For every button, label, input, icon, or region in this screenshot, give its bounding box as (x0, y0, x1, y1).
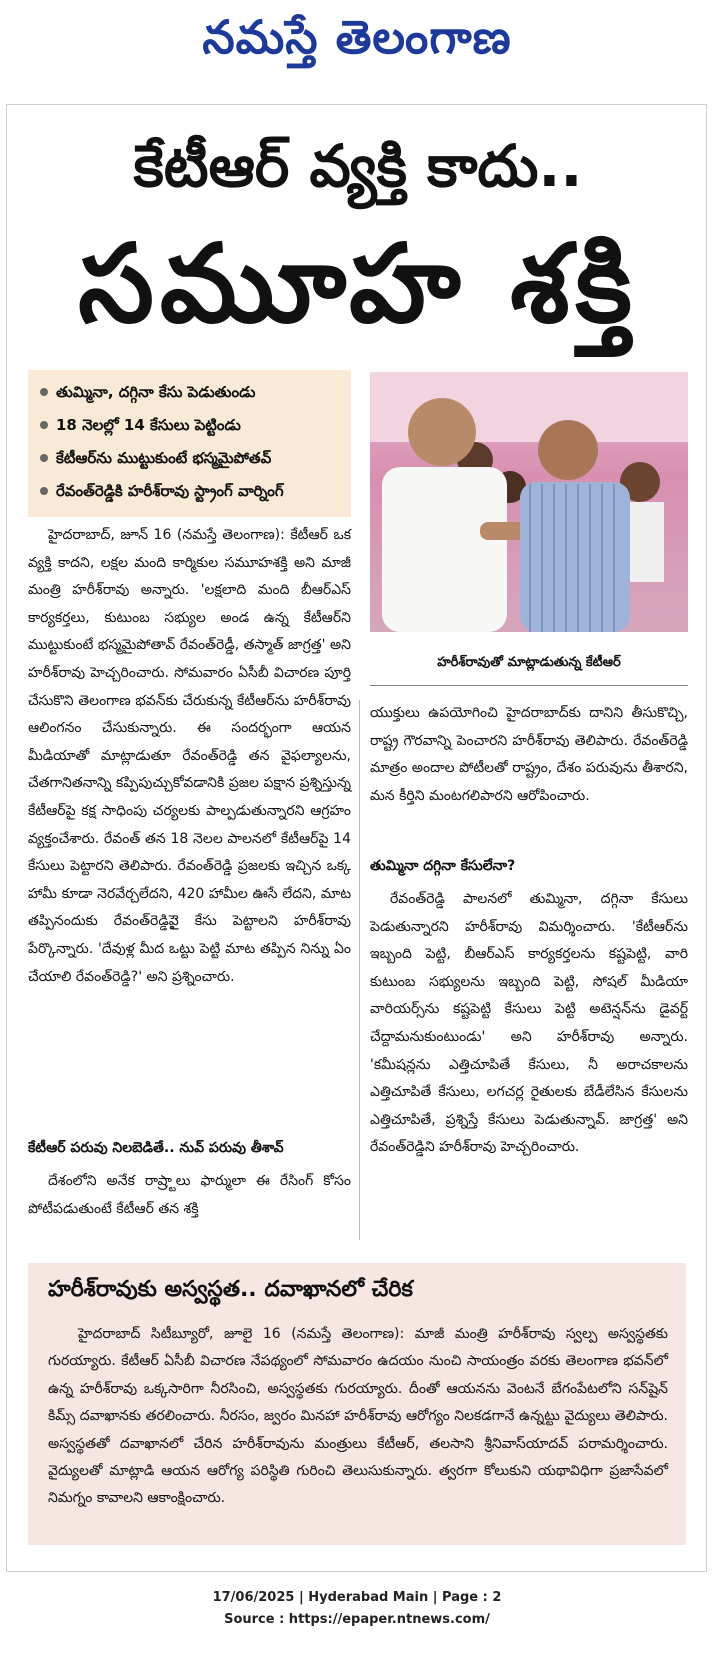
sidebar-box (28, 1263, 686, 1545)
left-paragraph-2: దేశంలోని అనేక రాష్ర్టాలు ఫార్ములా ఈ రేసింగ్ కోసం పోటీపడుతుంటే కేటీఆర్ తన శక్తి (28, 1173, 351, 1217)
bullet-list (28, 370, 351, 517)
bullet-item: తుమ్మినా, దగ్గినా కేసు పెడుతుండు (36, 376, 343, 409)
bullet-item: రేవంత్‌రెడ్డికి హరీశ్‌రావు స్ట్రాంగ్ వార్నింగ్ (36, 475, 343, 508)
footer-source: Source : https://epaper.ntnews.com/ (224, 1612, 490, 1627)
news-photo (370, 372, 688, 632)
bullet-item: 18 నెలల్లో 14 కేసులు పెట్టిండు (36, 409, 343, 442)
left-paragraph-1: హైదరాబాద్, జూన్ 16 (నమస్తే తెలంగాణ): కేటీఆర్ ఒక వ్యక్తి కాదని, లక్షల మంది కార్మికుల సమూహశక్తి అని మాజీ మంత్రి హరీశ్‌రావు అన్నారు. 'లక్షలాది మంది బీఆర్‌ఎస్ కార్యకర్తలు, కుటుంబ సభ్యుల అండ ఉన్న కేటీఆర్‌ని ముట్టుకుంటే భస్మమైపోతావ్ రేవంత్‌రెడ్డీ, తస్మాత్ జాగ్రత్త' అని హరీశ్‌రావు హెచ్చరించారు. సోమవారం ఏసీబీ విచారణ పూర్తి చేసుకొని తెలంగాణ భవన్‌కు చేరుకున్న కేటీఆర్‌ను హరీశ్‌రావు ఆలింగనం చేసుకున్నారు. ఈ సందర్భంగా ఆయన మీడియాతో మాట్లాడుతూ రేవంత్‌రెడ్డి తన వైఫల్యాలను, చేతగానితనాన్ని కప్పిపుచ్చుకోవడానికి ప్రజల పక్షాన ప్రశ్నిస్తున్న కేటీఆర్‌పై కక్ష సాధింపు చర్యలకు పాల్పడుతున్నారని ఆగ్రహం వ్యక్తంచేశారు. రేవంత్ తన 18 నెలల పాలనలో కేటీఆర్‌పై 14 కేసులు పెట్టారని తెలిపారు. రేవంత్‌రెడ్డి ప్రజలకు ఇచ్చిన ఒక్క హామీ కూడా నెరవేర్చలేదని, 420 హామీల ఊసే లేదని, మాట తప్పినందుకు రేవంత్‌రెడ్డిపైై కేసు పెట్టాలని హరీశ్‌రావు పేర్కొన్నారు. 'దేవుళ్ల మీద ఒట్టు పెట్టి మాట తప్పిన నిన్ను ఏం చేయాలి రేవంత్‌రెడ్డి?' అని ప్రశ్నించారు. (28, 527, 351, 985)
box-text (48, 1321, 668, 1513)
right-subheading: తుమ్మినా దగ్గినా కేసులేనా? (370, 858, 516, 874)
news-photo-illustration (370, 372, 688, 632)
bullet-dot-icon (40, 487, 48, 495)
headline-line-2: సమూహ శక్తి (78, 222, 638, 347)
bullet-dot-icon (40, 454, 48, 462)
right-paragraph-2: రేవంత్‌రెడ్డి పాలనలో తుమ్మినా, దగ్గినా కేసులు పెడుతున్నారని హరీశ్‌రావు విమర్శించారు. 'కేటీఆర్‌ను ఇబ్బంది పెట్టి, బీఆర్‌ఎస్ కార్యకర్తలను కష్టపెట్టి, వారి కుటుంబ సభ్యులను ఇబ్బంది పెట్టి, సోషల్ మీడియా వారియర్స్‌ను కష్టపెట్టి కేసులు పెట్టి అటెన్షన్‌ను డైవర్ట్ చేద్దామనుకుంటుండు' అని హరీశ్‌రావు అన్నారు. 'కమీషన్లను ఎత్తిచూపితే కేసులు, నీ అరాచకాలను ఎత్తిచూపితే కేసులు, లగచర్ల రైతులకు బేడీలేసిన కేసులను ఎత్తిచూపితే, ప్రశ్నిస్తే కేసులు పెడుతున్నావ్. జాగ్రత్త' అని రేవంత్‌రెడ్డిని హరీశ్‌రావు హెచ్చరించారు. (370, 891, 688, 1156)
left-column (28, 522, 351, 991)
headline-line-1: కేటీఆర్ వ్యక్తి కాదు.. (133, 132, 583, 200)
box-paragraph: హైదరాబాద్ సిటీబ్యూరో, జూలై 16 (నమస్తే తెలంగాణ): మాజీ మంత్రి హరీశ్‌రావు స్వల్ప అస్వస్థతకు గురయ్యారు. కేటీఆర్ ఏసీబీ విచారణ నేపథ్యంలో సోమవారం ఉదయం నుంచి సాయంత్రం వరకు తెలంగాణ భవన్‌లో ఉన్న హరీశ్‌రావు ఒక్కసారిగా నీరసించి, అస్వస్థతకు గురయ్యారు. దీంతో ఆయనను వెంటనే బేగంపేటలోని సన్‌షైన్ కిమ్స్ దవాఖానకు తరలించారు. నీరసం, జ్వరం మినహా హరీశ్‌రావు ఆరోగ్యం నిలకడగానే ఉన్నట్టు వైద్యులు తెలిపారు. అస్వస్థతతో దవాఖానలో చేరిన హరీశ్‌రావును మంత్రులు కేటీఆర్, తలసాని శ్రీనివాస్‌యాదవ్ పరామర్శించారు. వైద్యులతో మాట్లాడి ఆయన ఆరోగ్య పరిస్థితి గురించి తెలుసుకున్నారు. త్వరగా కోలుకుని యథావిధిగా ప్రజాసేవలో నిమగ్నం కావాలని ఆకాంక్షించారు. (48, 1326, 668, 1507)
right-column (370, 700, 688, 810)
right-paragraph-1: యుక్తులు ఉపయోగించి హైదరాబాద్‌కు దానిని తీసుకొచ్చి, రాష్ట్ర గౌరవాన్ని పెంచారని హరీశ్‌రావు తెలిపారు. రేవంత్‌రెడ్డి మాత్రం అందాల పోటీలతో రాష్ట్రం, దేశం పరువును తీశారని, మన కీర్తిని మంటగలిపారని ఆరోపించారు. (370, 705, 688, 804)
column-divider (359, 700, 360, 1240)
caption-divider (370, 685, 688, 686)
left-subheading: కేటీఆర్ పరువు నిలబెడితే.. నువ్ పరువు తీశావ్ (28, 1140, 284, 1156)
bullet-item: కేటీఆర్‌ను ముట్టుకుంటే భస్మమైపోతవ్ (36, 442, 343, 475)
masthead-logo: నమస్తే తెలంగాణ (202, 10, 512, 64)
footer-date-edition: 17/06/2025 | Hyderabad Main | Page : 2 (212, 1590, 502, 1605)
left-column-continued (28, 1168, 351, 1223)
bullet-dot-icon (40, 388, 48, 396)
box-title: హరీశ్‌రావుకు అస్వస్థత.. దవాఖానలో చేరిక (48, 1277, 413, 1302)
right-column-continued (370, 886, 688, 1162)
photo-caption: హరీశ్‌రావుతో మాట్లాడుతున్న కేటీఆర్ (437, 655, 621, 670)
bullet-dot-icon (40, 421, 48, 429)
masthead (0, 4, 714, 70)
